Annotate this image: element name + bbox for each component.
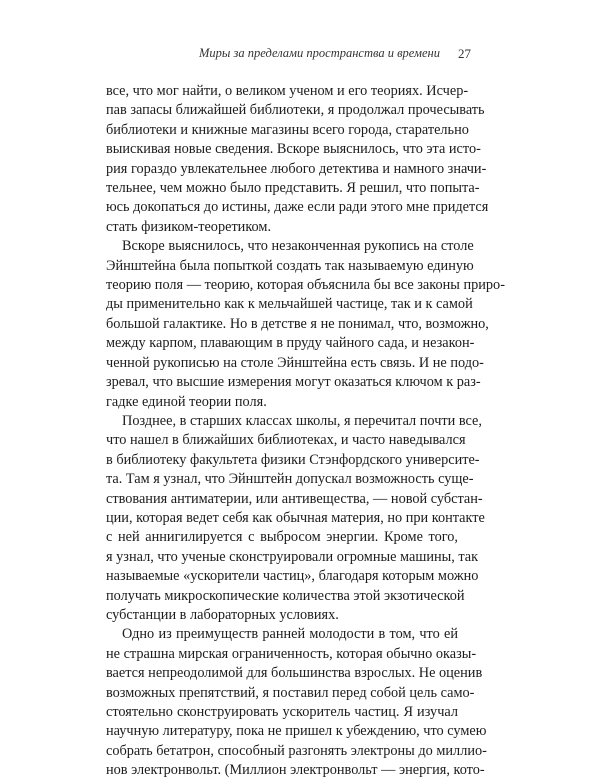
text-line: в библиотеку факультета физики Стэнфордского университе- bbox=[106, 451, 480, 468]
text-line: гадке единой теории поля. bbox=[106, 393, 267, 410]
text-line: пав запасы ближайшей библиотеки, я продолжал прочесывать bbox=[106, 102, 485, 119]
paragraph-1 bbox=[106, 82, 489, 237]
text-line: ды применительно как к мельчайшей частице, так и к самой bbox=[106, 296, 473, 313]
text-line: тельнее, чем можно было представить. Я решил, что попыта- bbox=[106, 180, 480, 197]
text-line: та. Там я узнал, что Эйнштейн допускал возможность суще- bbox=[106, 471, 474, 488]
page-number: 27 bbox=[458, 46, 471, 61]
text-line: называемые «ускорители частиц», благодаря которым можно bbox=[106, 568, 479, 585]
text-line: Одно из преимуществ ранней молодости в том, что ей bbox=[122, 626, 458, 643]
text-line: большой галактике. Но в детстве я не понимал, что, возможно, bbox=[106, 315, 489, 332]
paragraph-3 bbox=[106, 412, 485, 625]
text-line: стоятельно сконструировать ускоритель частиц. Я изучал bbox=[106, 704, 458, 720]
text-line: рия гораздо увлекательнее любого детектива и намного значи- bbox=[106, 160, 487, 177]
paragraph-4 bbox=[106, 625, 487, 780]
text-line: получать микроскопические количества этой экзотической bbox=[106, 587, 465, 604]
text-line: научную литературу, пока не пришел к убеждению, что сумею bbox=[106, 723, 487, 740]
text-line: я узнал, что ученые сконструировали огромные машины, так bbox=[106, 548, 479, 565]
text-line: возможных препятствий, я поставил перед собой цель само- bbox=[106, 684, 475, 701]
paragraph-2 bbox=[106, 237, 505, 412]
text-line: стать физиком-теоретиком. bbox=[106, 218, 272, 235]
text-line: выискивая новые сведения. Вскоре выяснилось, что эта исто- bbox=[106, 141, 481, 158]
text-line: собрать бетатрон, способный разгонять электроны до миллио- bbox=[106, 742, 487, 759]
text-line: теорию поля — теорию, которая объяснила бы все законы приро- bbox=[106, 277, 505, 294]
text-line: ции, которая ведет себя как обычная материя, но при контакте bbox=[106, 509, 485, 526]
text-line: нов электронвольт. (Миллион электронвольт — энергия, кото- bbox=[106, 762, 485, 779]
text-line: Эйнштейна была попыткой создать так называемую единую bbox=[106, 257, 474, 274]
running-head bbox=[0, 46, 600, 66]
text-line: библиотеки и книжные магазины всего города, старательно bbox=[106, 121, 469, 138]
text-line: между карпом, плавающим в пруду чайного сада, и незакон- bbox=[106, 335, 475, 352]
running-head-title: Миры за пределами пространства и времени bbox=[199, 46, 440, 60]
text-line: ствования антиматерии, или антивещества, — новой субстан- bbox=[106, 490, 483, 507]
text-line: ченной рукописью на столе Эйнштейна есть связь. И не подо- bbox=[106, 354, 484, 371]
text-line: что нашел в ближайших библиотеках, и часто наведывался bbox=[106, 432, 466, 449]
text-line: зревал, что высшие измерения могут оказаться ключом к раз- bbox=[106, 374, 481, 391]
body-text bbox=[106, 82, 505, 781]
text-line: не страшна мирская ограниченность, которая обычно оказы- bbox=[106, 645, 477, 662]
text-line: Вскоре выяснилось, что незаконченная рукопись на столе bbox=[122, 238, 474, 255]
text-line: юсь докопаться до истины, даже если ради этого мне придется bbox=[106, 199, 489, 216]
text-line: вается непреодолимой для большинства взрослых. Не оценив bbox=[106, 665, 483, 682]
text-line: Позднее, в старших классах школы, я перечитал почти все, bbox=[122, 412, 482, 429]
text-line: субстанции в лабораторных условиях. bbox=[106, 606, 339, 623]
text-line: все, что мог найти, о великом ученом и его теориях. Исчер- bbox=[106, 83, 469, 99]
text-line: с ней аннигилируется с выбросом энергии. Кроме того, bbox=[106, 529, 458, 546]
